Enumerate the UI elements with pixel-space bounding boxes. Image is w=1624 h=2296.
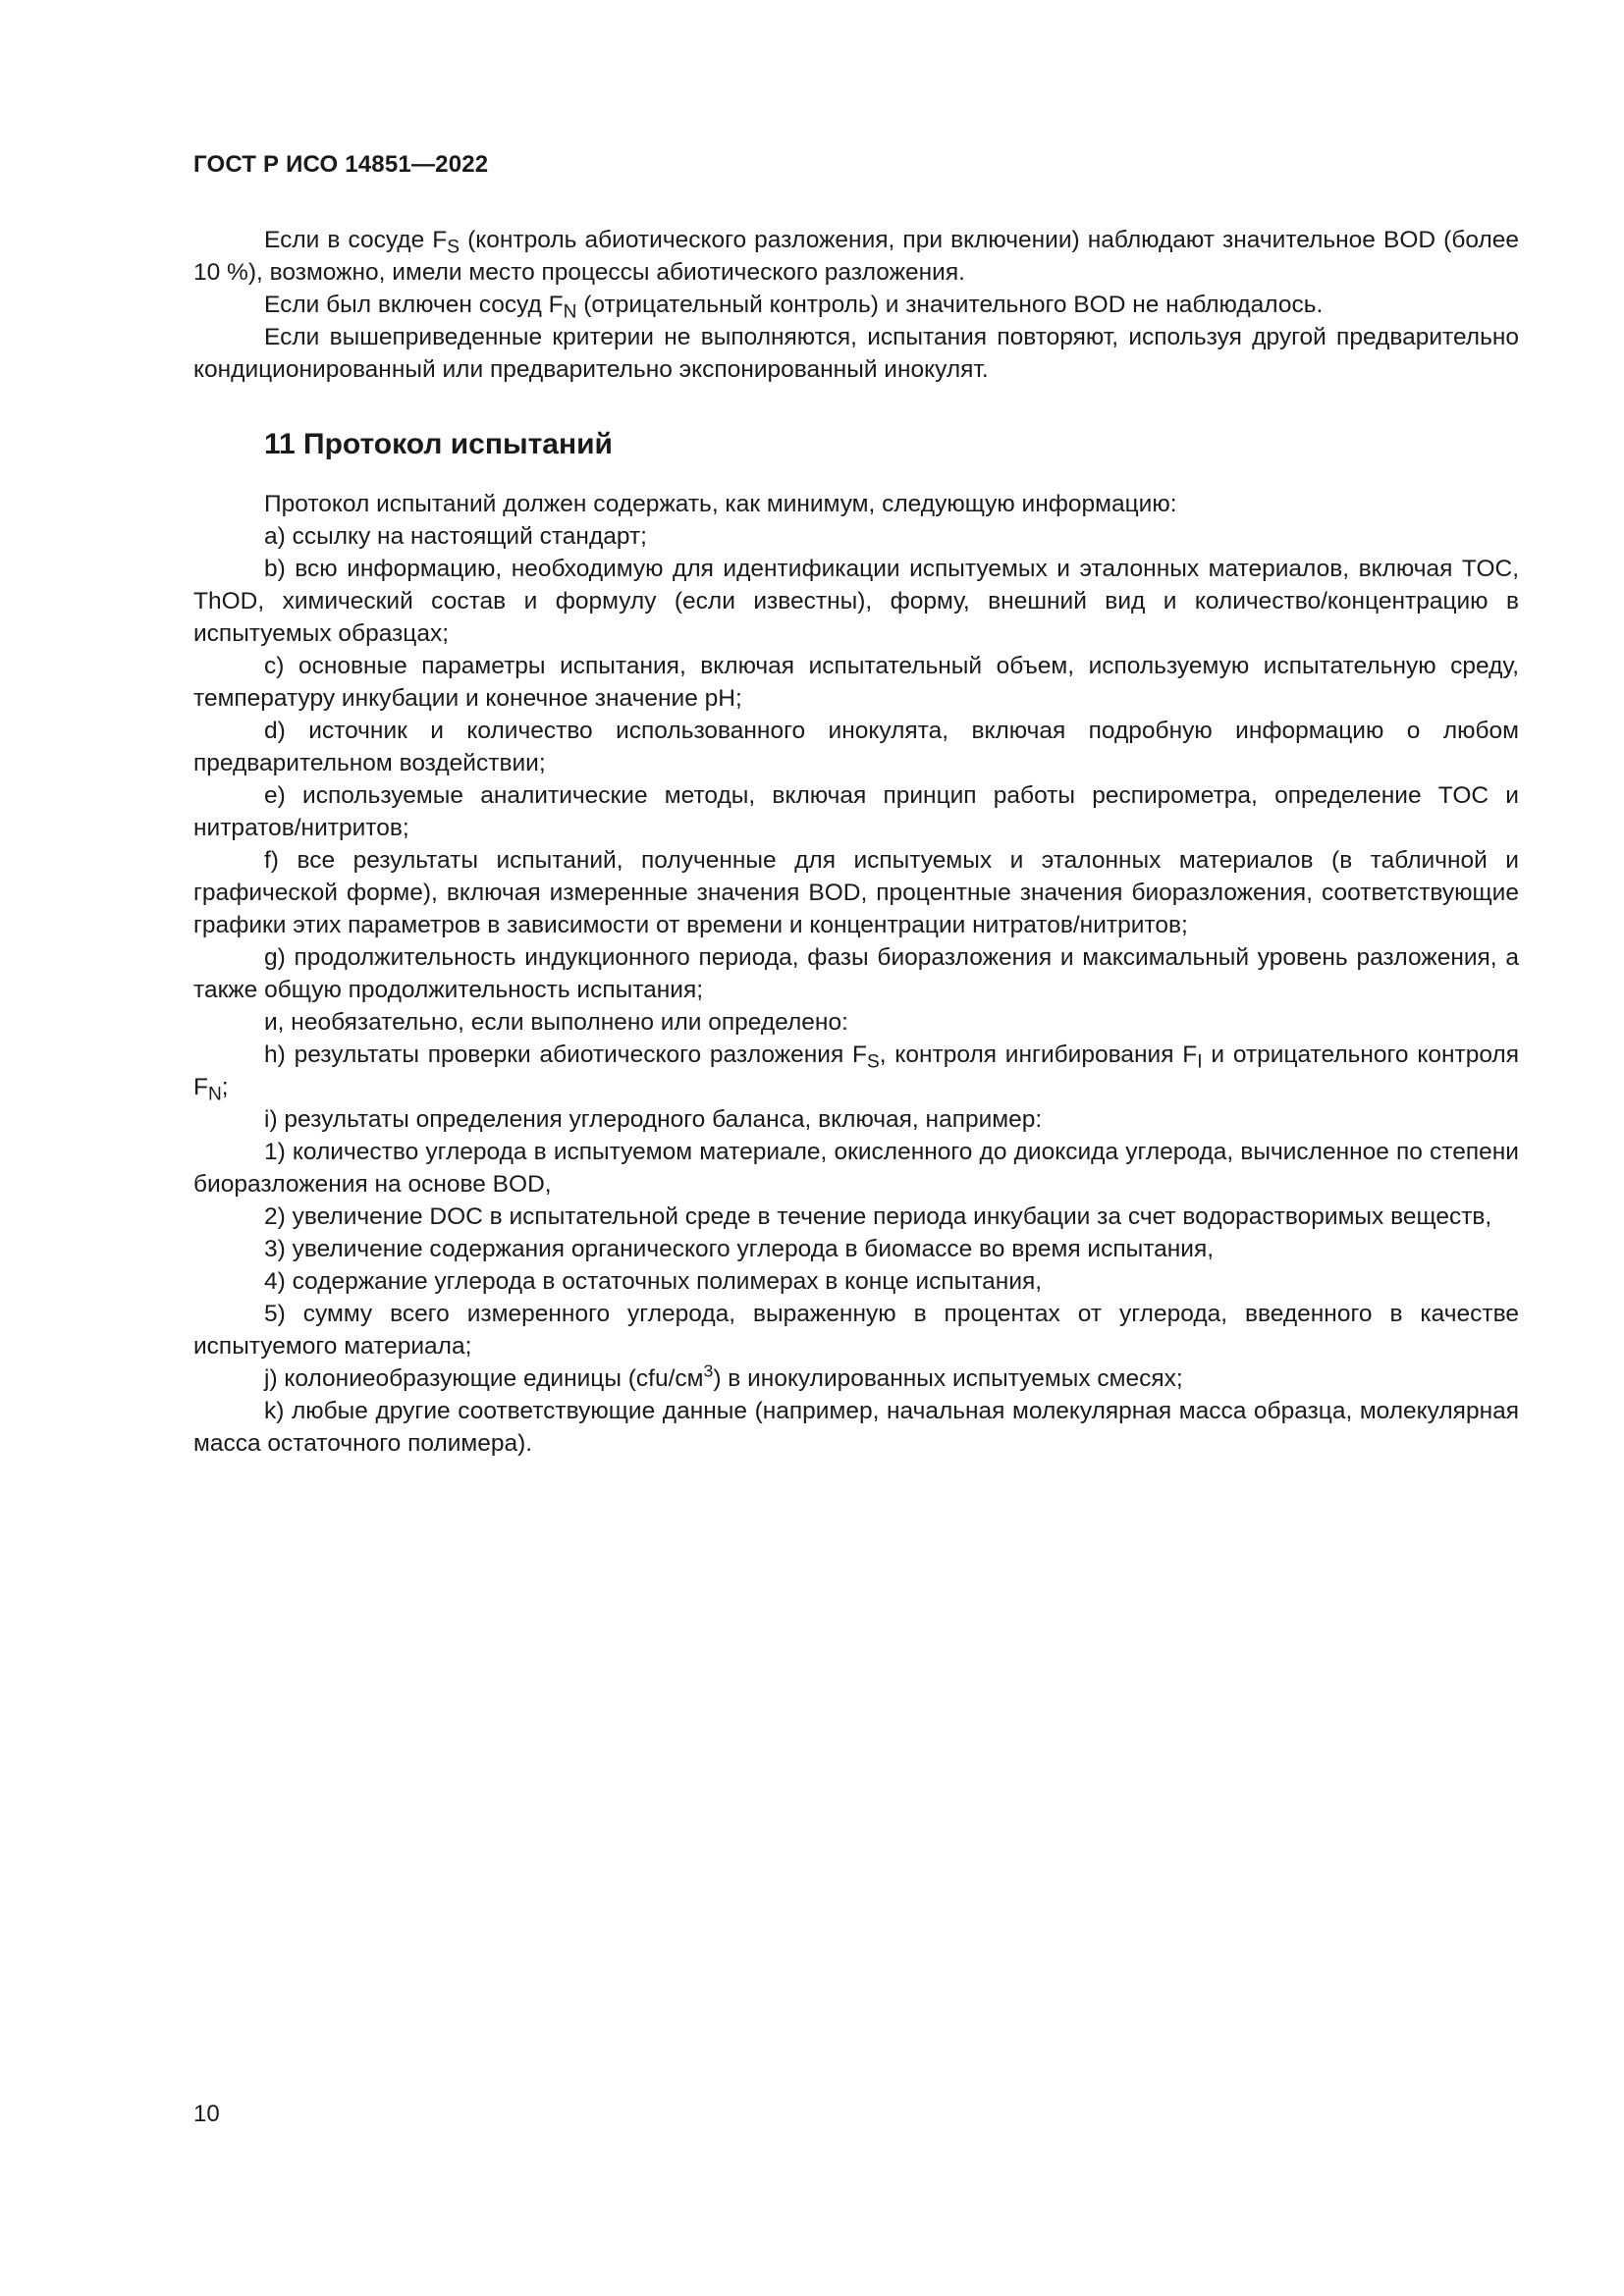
paragraph-fn-negative: Если был включен сосуд $F_N$ (отрицательный контроль) и значительного BOD не наблюдалось. [264, 292, 1324, 323]
list-item-c: c) основные параметры испытания, включая испытательный объем, используемую испытательную среду, температуру инкубации и конечное значение рН; [193, 653, 1519, 712]
section-title: 11 Протокол испытаний [264, 428, 613, 460]
list-item-i1: 1) количество углерода в испытуемом материале, окисленного до диоксида углерода, вычисленное по степени биоразложения на основе BOD, [193, 1139, 1519, 1198]
list-item-i5: 5) сумму всего измеренного углерода, выраженную в процентах от углерода, введенного в качестве испытуемого материала; [193, 1301, 1519, 1360]
subscript: S [867, 1051, 880, 1073]
list-item-i3: 3) увеличение содержания органического углерода в биомассе во время испытания, [264, 1236, 1215, 1262]
list-item-k: k) любые другие соответствующие данные (например, начальная молекулярная масса образца, молекулярная масса остаточного полимера). [193, 1398, 1519, 1457]
paragraph-lead: Протокол испытаний должен содержать, как минимум, следующую информацию: [264, 491, 1177, 517]
paragraph-fs-abiotic: Если в сосуде $F_S$ (контроль абиотического разложения, при включении) наблюдают значительное BOD (более 10 %), возможно, имели место процессы абиотического разложения. [193, 227, 1519, 286]
page-body [193, 224, 1519, 1460]
list-item-h: h) результаты проверки абиотического разложения $F_S$, контроля ингибирования $F_I$ и отрицательного контроля $F_N$; [193, 1041, 1519, 1105]
paragraph-optional-lead: и, необязательно, если выполнено или определено: [264, 1009, 848, 1036]
list-item-f: f) все результаты испытаний, полученные для испытуемых и эталонных материалов (в табличной и графической форме), включая измеренные значения BOD, процентные значения биоразложения, соответствующие графики этих параметров в зависимости от времени и концентрации нитратов/нитритов; [193, 847, 1519, 938]
list-item-e: e) используемые аналитические методы, включая принцип работы респирометра, определение TOC и нитратов/нитритов; [193, 782, 1519, 841]
list-item-d: d) источник и количество использованного инокулята, включая подробную информацию о любом предварительном воздействии; [193, 718, 1519, 776]
subscript: I [1197, 1051, 1203, 1073]
subscript: N [563, 301, 577, 323]
list-item-g: g) продолжительность индукционного периода, фазы биоразложения и максимальный уровень разложения, а также общую продолжительность испытания; [193, 944, 1519, 1003]
document-header: ГОСТ Р ИСО 14851—2022 [193, 151, 489, 178]
list-item-i: i) результаты определения углеродного баланса, включая, например: [264, 1106, 1043, 1133]
list-item-i2: 2) увеличение DOC в испытательной среде в течение периода инкубации за счет водорастворимых веществ, [264, 1203, 1492, 1230]
list-item-a: a) ссылку на настоящий стандарт; [264, 523, 647, 550]
list-item-b: b) всю информацию, необходимую для идентификации испытуемых и эталонных материалов, включая TOC, ThOD, химический состав и формулу (если известны), форму, внешний вид и количество/концентрацию в испытуемых образцах; [193, 556, 1519, 647]
subscript: N [207, 1084, 222, 1105]
list-item-i4: 4) содержание углерода в остаточных полимерах в конце испытания, [264, 1268, 1043, 1295]
superscript: 3 [703, 1361, 714, 1381]
paragraph-repeat-test: Если вышеприведенные критерии не выполняются, испытания повторяют, используя другой предварительно кондиционированный или предварительно экспонированный инокулят. [193, 324, 1519, 383]
page-number: 10 [193, 2101, 220, 2127]
list-item-j: j) колониеобразующие единицы $(cfu/см^3)$ в инокулированных испытуемых смесях; [264, 1361, 1183, 1392]
subscript: S [447, 237, 460, 258]
